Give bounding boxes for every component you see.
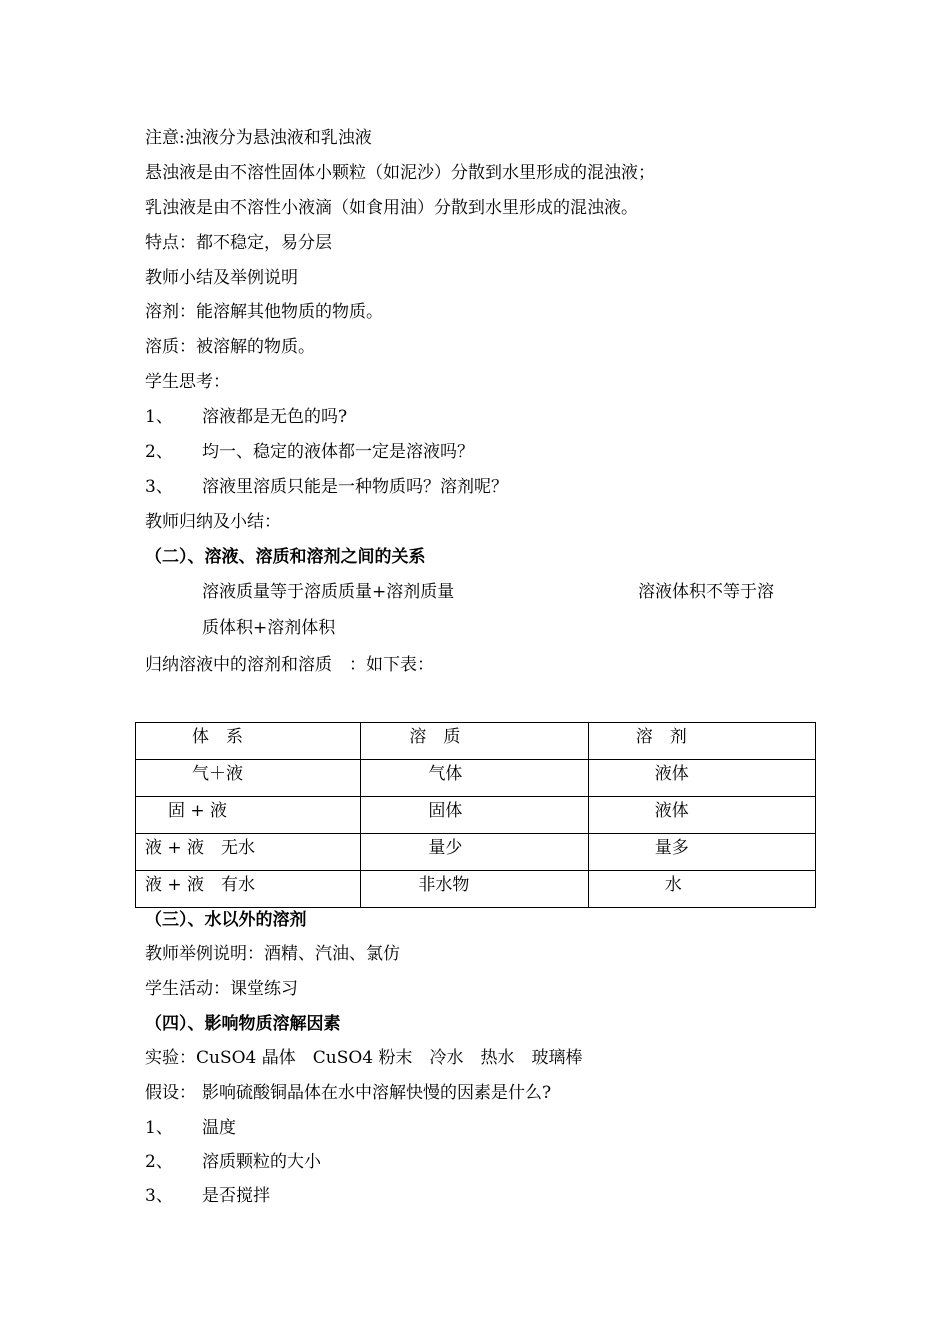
table-cell: 固 + 液	[136, 797, 361, 834]
factor-text: 是否搅拌	[202, 1186, 270, 1206]
question-text: 均一、稳定的液体都一定是溶液吗？	[202, 442, 474, 462]
question-text: 溶液里溶质只能是一种物质吗？溶剂呢？	[202, 477, 508, 497]
emulsion-line: 乳浊液是由不溶性小液滴（如食用油）分散到水里形成的混浊液。	[145, 198, 638, 218]
table-cell: 液 + 液 有水	[136, 871, 361, 908]
table-intro-line: 归纳溶液中的溶剂和溶质 ：如下表：	[145, 655, 434, 675]
table-header-row	[136, 723, 816, 760]
table-cell: 气体	[361, 760, 588, 797]
solution-table	[135, 722, 816, 908]
header-cell: 溶 质	[361, 723, 588, 760]
factor-number: 2、	[145, 1152, 173, 1172]
table-row	[136, 760, 816, 797]
student-activity-line: 学生活动：课堂练习	[145, 979, 298, 999]
factor-item	[145, 1186, 270, 1206]
question-item	[145, 442, 474, 462]
solvent-definition: 溶剂：能溶解其他物质的物质。	[145, 302, 383, 322]
header-cell: 溶 剂	[588, 723, 815, 760]
teacher-summary-line: 教师小结及举例说明	[145, 268, 298, 288]
header-cell: 体 系	[136, 723, 361, 760]
factor-text: 溶质颗粒的大小	[202, 1152, 321, 1172]
mass-relation-line: 溶液质量等于溶质质量+溶剂质量	[202, 582, 455, 602]
section-heading-2: （二）、溶液、溶质和溶剂之间的关系	[145, 547, 426, 567]
factor-number: 1、	[145, 1118, 173, 1138]
table-cell: 量少	[361, 834, 588, 871]
factor-text: 温度	[202, 1118, 236, 1138]
note-line: 注意:浊液分为悬浊液和乳浊液	[145, 128, 372, 148]
table-cell: 量多	[588, 834, 815, 871]
table-row	[136, 834, 816, 871]
question-number: 1、	[145, 407, 173, 427]
table-cell: 液 + 液 无水	[136, 834, 361, 871]
hypothesis-line	[145, 1083, 551, 1103]
question-number: 3、	[145, 477, 173, 497]
student-think-line: 学生思考：	[145, 372, 230, 392]
question-number: 2、	[145, 442, 173, 462]
table-cell: 非水物	[361, 871, 588, 908]
table-cell: 水	[588, 871, 815, 908]
suspension-line: 悬浊液是由不溶性固体小颗粒（如泥沙）分散到水里形成的混浊液；	[145, 163, 655, 183]
table-cell: 固体	[361, 797, 588, 834]
question-item	[145, 407, 347, 427]
volume-relation-line-b: 质体积+溶剂体积	[202, 618, 336, 638]
solute-definition: 溶质：被溶解的物质。	[145, 337, 315, 357]
volume-relation-line-a: 溶液体积不等于溶	[638, 582, 774, 602]
hypothesis-text: 影响硫酸铜晶体在水中溶解快慢的因素是什么?	[202, 1083, 552, 1103]
section-heading-4: （四）、影响物质溶解因素	[145, 1014, 341, 1034]
table-row	[136, 797, 816, 834]
hypothesis-label: 假设：	[145, 1083, 196, 1103]
features-line: 特点：都不稳定，易分层	[145, 233, 332, 253]
factor-item	[145, 1118, 236, 1138]
experiment-line: 实验：CuSO4 晶体 CuSO4 粉末 冷水 热水 玻璃棒	[145, 1048, 583, 1068]
table-row	[136, 871, 816, 908]
table-cell: 液体	[588, 760, 815, 797]
question-text: 溶液都是无色的吗?	[202, 407, 348, 427]
factor-number: 3、	[145, 1186, 173, 1206]
table-cell: 气＋液	[136, 760, 361, 797]
factor-item	[145, 1152, 321, 1172]
table-cell: 液体	[588, 797, 815, 834]
teacher-example-line: 教师举例说明：酒精、汽油、氯仿	[145, 944, 400, 964]
teacher-induce-line: 教师归纳及小结：	[145, 512, 281, 532]
section-heading-3: （三）、水以外的溶剂	[145, 910, 307, 930]
question-item	[145, 477, 508, 497]
